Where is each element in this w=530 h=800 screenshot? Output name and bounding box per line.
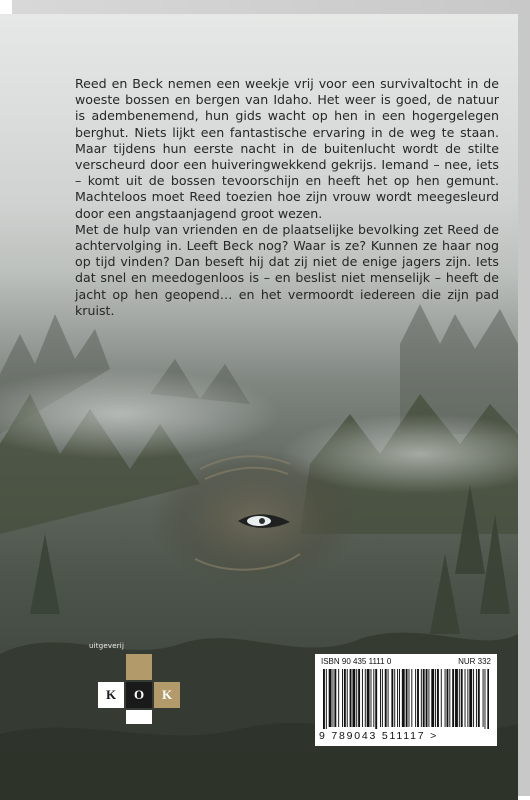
barcode-bar	[333, 669, 334, 727]
barcode-bar	[421, 669, 422, 727]
logo-letter-k1: K	[98, 682, 124, 708]
publisher-logo	[98, 654, 173, 712]
barcode-bar	[485, 669, 486, 729]
barcode-bar	[394, 669, 395, 727]
barcode-bar	[441, 669, 442, 727]
barcode-bar	[347, 669, 348, 727]
barcode-label	[315, 654, 497, 746]
barcode-bar	[375, 669, 377, 729]
barcode-bar	[417, 669, 419, 727]
barcode-bar	[483, 669, 484, 727]
barcode-bar	[455, 669, 458, 727]
barcode-digits: 9 789043 511117 >	[319, 730, 439, 742]
barcode-bar	[350, 669, 352, 727]
barcode-bar	[465, 669, 466, 727]
barcode-bar	[476, 669, 477, 727]
barcode-bar	[423, 669, 425, 727]
nur-text: NUR 332	[458, 657, 491, 666]
barcode-bar	[334, 669, 336, 727]
blurb-paragraph-2: Met de hulp van vrienden en de plaatselijke bevolking zet Reed de achtervolging in. Leeft Beck nog? Waar is ze? Kunnen ze haar nog op tijd vinden? Dan beseft hij dat zij niet de enige jagers zijn. Iets dat snel en meedogenloos is – en beslist niet menselijk – heeft de jacht op hen geopend… en het vermoordt iedereen die zijn pad kruist.	[75, 221, 499, 318]
publisher-label: uitgeverij	[89, 642, 125, 650]
barcode-bar	[447, 669, 449, 727]
barcode-bar	[402, 669, 405, 727]
barcode-bar	[431, 669, 434, 727]
blurb-paragraph-1: Reed en Beck nemen een weekje vrij voor een survivaltocht in de woeste bossen en bergen van Idaho. Het weer is goed, de natuur is adembenemend, hun gids wacht op hen in een hogergelegen berghut. Niets lijkt een fantastische ervaring in de weg te staan. Maar tijdens hun eerste nacht in de buitenlucht wordt de stilte verscheurd door een huiveringwekkend gekrijs. Iemand – nee, iets – komt uit de bossen tevoorschijn en heeft het op hen gemunt. Machteloos moet Reed toezien hoe zijn vrouw wordt meegesleurd door een angstaanjagend groot wezen.	[75, 76, 499, 221]
barcode-bar	[469, 669, 472, 727]
barcode-bars	[323, 669, 489, 729]
barcode-bar	[391, 669, 393, 727]
barcode-bar	[323, 669, 325, 729]
barcode-bar	[373, 669, 374, 727]
barcode-bar	[399, 669, 400, 727]
barcode-bar	[478, 669, 480, 727]
barcode-bar	[428, 669, 429, 727]
isbn-row	[321, 657, 491, 666]
isbn-text: ISBN 90 435 1111 0	[321, 657, 392, 666]
barcode-bar	[452, 669, 454, 727]
barcode-bar	[371, 669, 372, 727]
barcode-bar	[397, 669, 398, 727]
back-cover	[0, 14, 518, 800]
logo-block-gold	[126, 654, 152, 680]
barcode-bar	[352, 669, 355, 727]
barcode-bar	[362, 669, 363, 727]
barcode-bar	[358, 669, 360, 727]
barcode-bar	[467, 669, 468, 727]
barcode-bar	[449, 669, 450, 727]
logo-letter-k2: K	[154, 682, 180, 708]
barcode-bar	[380, 669, 381, 727]
barcode-bar	[406, 669, 408, 727]
barcode-bar	[461, 669, 463, 727]
barcode-bar	[411, 669, 412, 727]
barcode-bar	[388, 669, 389, 727]
barcode-bar	[344, 669, 346, 727]
back-cover-blurb	[75, 76, 499, 319]
barcode-bar	[473, 669, 474, 727]
barcode-bar	[487, 669, 489, 729]
barcode-bar	[385, 669, 387, 727]
barcode-bar	[365, 669, 366, 727]
logo-letter-o: O	[126, 682, 152, 708]
barcode-bar	[338, 669, 339, 727]
logo-block-white	[126, 710, 152, 724]
barcode-bar	[382, 669, 383, 727]
barcode-bar	[342, 669, 343, 727]
barcode-bar	[326, 669, 327, 729]
barcode-bar	[459, 669, 460, 727]
barcode-bar	[409, 669, 410, 727]
barcode-bar	[329, 669, 332, 727]
barcode-bar	[426, 669, 428, 727]
barcode-bar	[367, 669, 370, 727]
barcode-bar	[445, 669, 446, 727]
barcode-bar	[435, 669, 436, 727]
barcode-bar	[415, 669, 416, 727]
barcode-bar	[437, 669, 439, 727]
barcode-bar	[356, 669, 357, 727]
